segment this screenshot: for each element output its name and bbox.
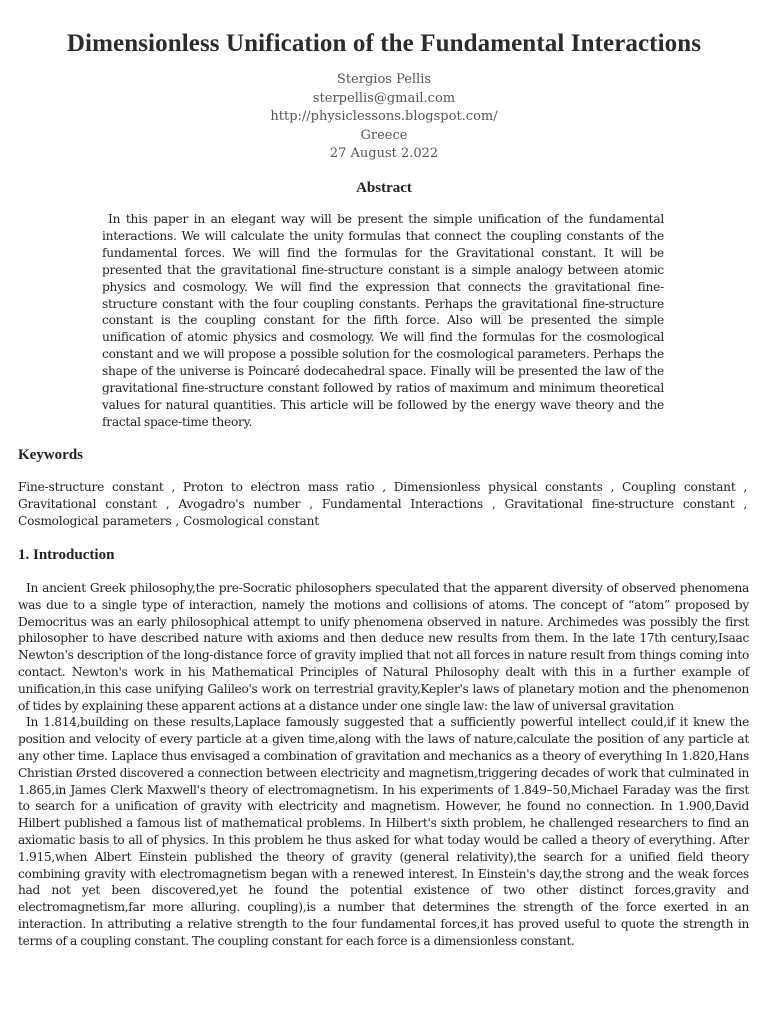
introduction-paragraph: In ancient Greek philosophy,the pre-Socratic philosophers speculated that the apparent diversity of observed phenomena was due to a single type of interaction, namely the motions and collisions of atoms. The concept of “atom” proposed by Democritus was an early philosophical attempt to unify phenomena observed in nature. Archimedes was possibly the first philosopher to have described nature with axioms and then deduce new results from them. In the late 17th century,Isaac Newton's description of the long-distance force of gravity implied that not all forces in nature result from things coming into contact. Newton's work in his Mathematical Principles of Natural Philosophy dealt with this in a further example of unification,in this case unifying Galileo's work on terrestrial gravity,Kepler's laws of planetary motion and the phenomenon of tides by explaining these apparent actions at a distance under one single law: the law of universal gravitation — [18, 581, 749, 713]
abstract-heading: Abstract — [356, 180, 412, 196]
paper-title: Dimensionless Unification of the Fundamental Interactions — [66, 30, 702, 57]
keywords-text: Fine-structure constant , Proton to electron mass ratio , Dimensionless physical constants , Coupling constant , Gravitational constant , Avogadro's number , Fundamental Interactions , Gravitational fine-structure constant , Cosmological parameters , Cosmological constant — [18, 480, 747, 528]
author-website: http://physiclessons.blogspot.com/ — [270, 109, 498, 125]
section-heading-introduction: 1. Introduction — [18, 547, 115, 563]
introduction-body — [18, 580, 749, 950]
author-block — [0, 71, 768, 164]
introduction-paragraph: In 1.814,building on these results,Laplace famously suggested that a sufficiently powerful intellect could,if it knew the position and velocity of every particle at a given time,along with the laws of nature,calculate the position of any particle at any other time. Laplace thus envisaged a combination of gravitation and mechanics as a theory of everything In 1.820,Hans Christian Ørsted discovered a connection between electricity and magnetism,triggering decades of work that culminated in 1.865,in James Clerk Maxwell's theory of electromagnetism. In his experiments of 1.849–50,Michael Faraday was the first to search for a unification of gravity with electricity and magnetism. However, he found no connection. In 1.900,David Hilbert published a famous list of mathematical problems. In Hilbert's sixth problem, he challenged researchers to find an axiomatic basis to all of physics. In this problem he thus asked for what today would be called a theory of everything. After 1.915,when Albert Einstein published the theory of gravity (general relativity),the search for a unified field theory combining gravity with electromagnetism began with a renewed interest. In Einstein's day,the strong and the weak forces had not yet been discovered,yet he found the potential existence of two other distinct forces,gravity and electromagnetism,far more alluring. coupling),is a number that determines the strength of the force exerted in an interaction. In attributing a relative strength to the four fundamental forces,it has proved useful to quote the strength in terms of a coupling constant. The coupling constant for each force is a dimensionless constant. — [18, 715, 749, 948]
keywords-heading: Keywords — [18, 447, 83, 463]
paper-date: 27 August 2.022 — [329, 146, 439, 162]
author-country: Greece — [360, 127, 408, 143]
abstract-text: In this paper in an elegant way will be present the simple unification of the fundamental interactions. We will calculate the unity formulas that connect the coupling constants of the fundamental forces. We will find the formulas for the Gravitational constant. It will be presented that the gravitational fine-structure constant is a simple analogy between atomic physics and cosmology. We will find the expression that connects the gravitational fine-structure constant with the four coupling constants. Perhaps the gravitational fine-structure constant is the coupling constant for the fifth force. Also will be presented the simple unification of atomic physics and cosmology. We will find the formulas for the cosmological constant and we will propose a possible solution for the cosmological parameters. Perhaps the shape of the universe is Poincaré dodecahedral space. Finally will be presented the law of the gravitational fine-structure constant followed by ratios of maximum and minimum theoretical values for natural quantities. This article will be followed by the energy wave theory and the fractal space-time theory. — [102, 212, 664, 429]
author-email: sterpellis@gmail.com — [312, 90, 456, 106]
author-name: Stergios Pellis — [336, 72, 432, 87]
